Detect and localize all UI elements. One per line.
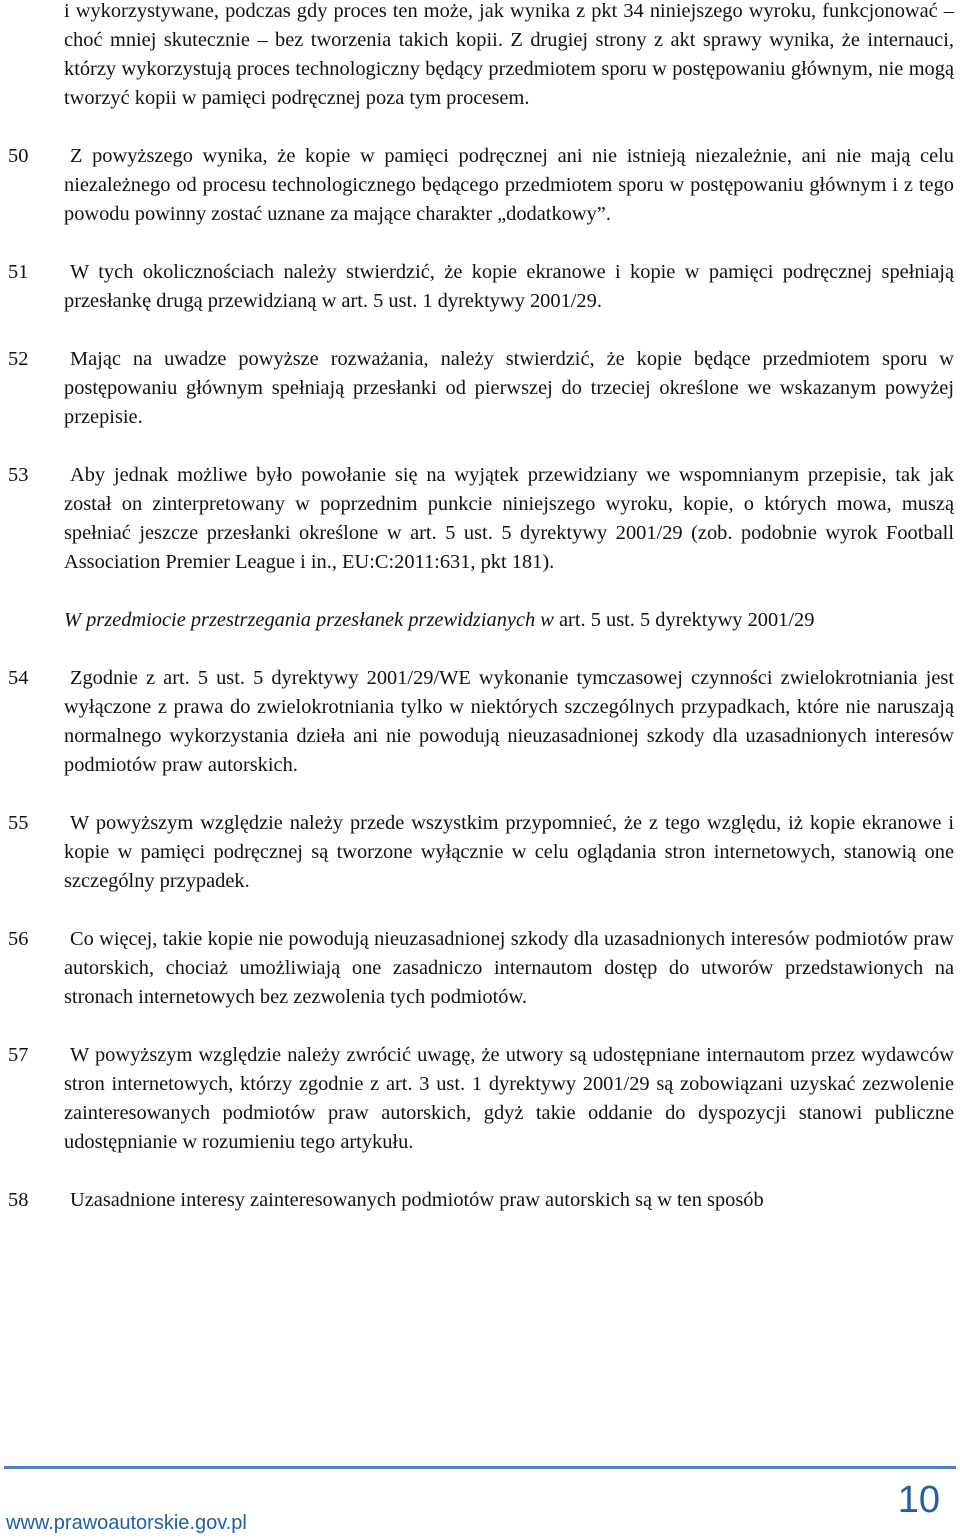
footer-website-link[interactable]: www.prawoautorskie.gov.pl	[6, 1512, 247, 1534]
paragraph-text: W powyższym względzie należy przede wszystkim przypomnieć, że z tego względu, iż kopie ekranowe i kopie w pamięci podręcznej są tworzone wyłącznie w celu oglądania stron internetowych, stanowią one szczególny przypadek.	[64, 812, 954, 892]
paragraph-continuation	[0, 0, 960, 113]
paragraph-text: Mając na uwadze powyższe rozważania, należy stwierdzić, że kopie będące przedmiotem sporu w postępowaniu głównym spełniają przesłanki od pierwszej do trzeciej określone we wskazanym powyżej przepisie.	[64, 348, 954, 428]
paragraph-number: 51	[8, 261, 29, 283]
paragraph-50	[0, 142, 960, 229]
paragraph-text: Zgodnie z art. 5 ust. 5 dyrektywy 2001/29/WE wykonanie tymczasowej czynności zwielokrotniania jest wyłączone z prawa do zwielokrotniania tylko w niektórych szczególnych przypadkach, które nie naruszają normalnego wykorzystania dzieła ani nie powodują nieuzasadnionej szkody dla uzasadnionych interesów podmiotów praw autorskich.	[64, 667, 954, 776]
paragraph-54	[0, 664, 960, 780]
section-heading-rest: art. 5 ust. 5 dyrektywy 2001/29	[553, 609, 815, 631]
section-heading-italic: W przedmiocie przestrzegania przesłanek przewidzianych w	[64, 609, 554, 631]
paragraph-number: 55	[8, 812, 29, 834]
page-number: 10	[897, 1479, 940, 1521]
paragraph-55	[0, 809, 960, 896]
paragraph-number: 54	[8, 667, 29, 689]
paragraph-number: 50	[8, 145, 29, 167]
paragraph-text: Z powyższego wynika, że kopie w pamięci podręcznej ani nie istnieją niezależnie, ani nie mają celu niezależnego od procesu technologicznego będącego przedmiotem sporu w postępowaniu głównym i z tego powodu powinny zostać uznane za mające charakter „dodatkowy”.	[64, 145, 954, 225]
paragraph-text: W tych okolicznościach należy stwierdzić, że kopie ekranowe i kopie w pamięci podręcznej spełniają przesłankę drugą przewidzianą w art. 5 ust. 1 dyrektywy 2001/29.	[64, 261, 954, 312]
paragraph-56	[0, 925, 960, 1012]
paragraph-52	[0, 345, 960, 432]
paragraph-text: W powyższym względzie należy zwrócić uwagę, że utwory są udostępniane internautom przez wydawców stron internetowych, którzy zgodnie z art. 3 ust. 1 dyrektywy 2001/29 są zobowiązani uzyskać zezwolenie zainteresowanych podmiotów praw autorskich, gdyż takie oddanie do dyspozycji stanowi publiczne udostępnianie w rozumieniu tego artykułu.	[64, 1044, 954, 1153]
paragraph-text: Uzasadnione interesy zainteresowanych podmiotów praw autorskich są w ten sposób	[70, 1189, 764, 1211]
paragraph-57	[0, 1041, 960, 1157]
paragraph-51	[0, 258, 960, 316]
paragraph-text: i wykorzystywane, podczas gdy proces ten może, jak wynika z pkt 34 niniejszego wyroku, funkcjonować – choć mniej skutecznie – bez tworzenia takich kopii. Z drugiej strony z akt sprawy wynika, że internauci, którzy wykorzystują proces technologiczny będący przedmiotem sporu w postępowaniu głównym, nie mogą tworzyć kopii w pamięci podręcznej poza tym procesem.	[64, 0, 954, 109]
footer-divider	[4, 1466, 956, 1469]
paragraph-53	[0, 461, 960, 577]
paragraph-number: 56	[8, 928, 29, 950]
paragraph-number: 57	[8, 1044, 29, 1066]
paragraph-number: 58	[8, 1189, 29, 1211]
paragraph-text: Co więcej, takie kopie nie powodują nieuzasadnionej szkody dla uzasadnionych interesów podmiotów praw autorskich, chociaż umożliwiają one zasadniczo internautom dostęp do utworów przedstawionych na stronach internetowych bez zezwolenia tych podmiotów.	[64, 928, 954, 1008]
paragraph-text: Aby jednak możliwe było powołanie się na wyjątek przewidziany we wspomnianym przepisie, tak jak został on zinterpretowany w poprzednim punkcie niniejszego wyroku, kopie, o których mowa, muszą spełniać jeszcze przesłanki określone w art. 5 ust. 5 dyrektywy 2001/29 (zob. podobnie wyrok Football Association Premier League i in., EU:C:2011:631, pkt 181).	[64, 464, 954, 573]
paragraph-number: 53	[8, 464, 29, 486]
paragraph-number: 52	[8, 348, 29, 370]
section-heading	[0, 606, 960, 635]
paragraph-58	[0, 1186, 960, 1215]
